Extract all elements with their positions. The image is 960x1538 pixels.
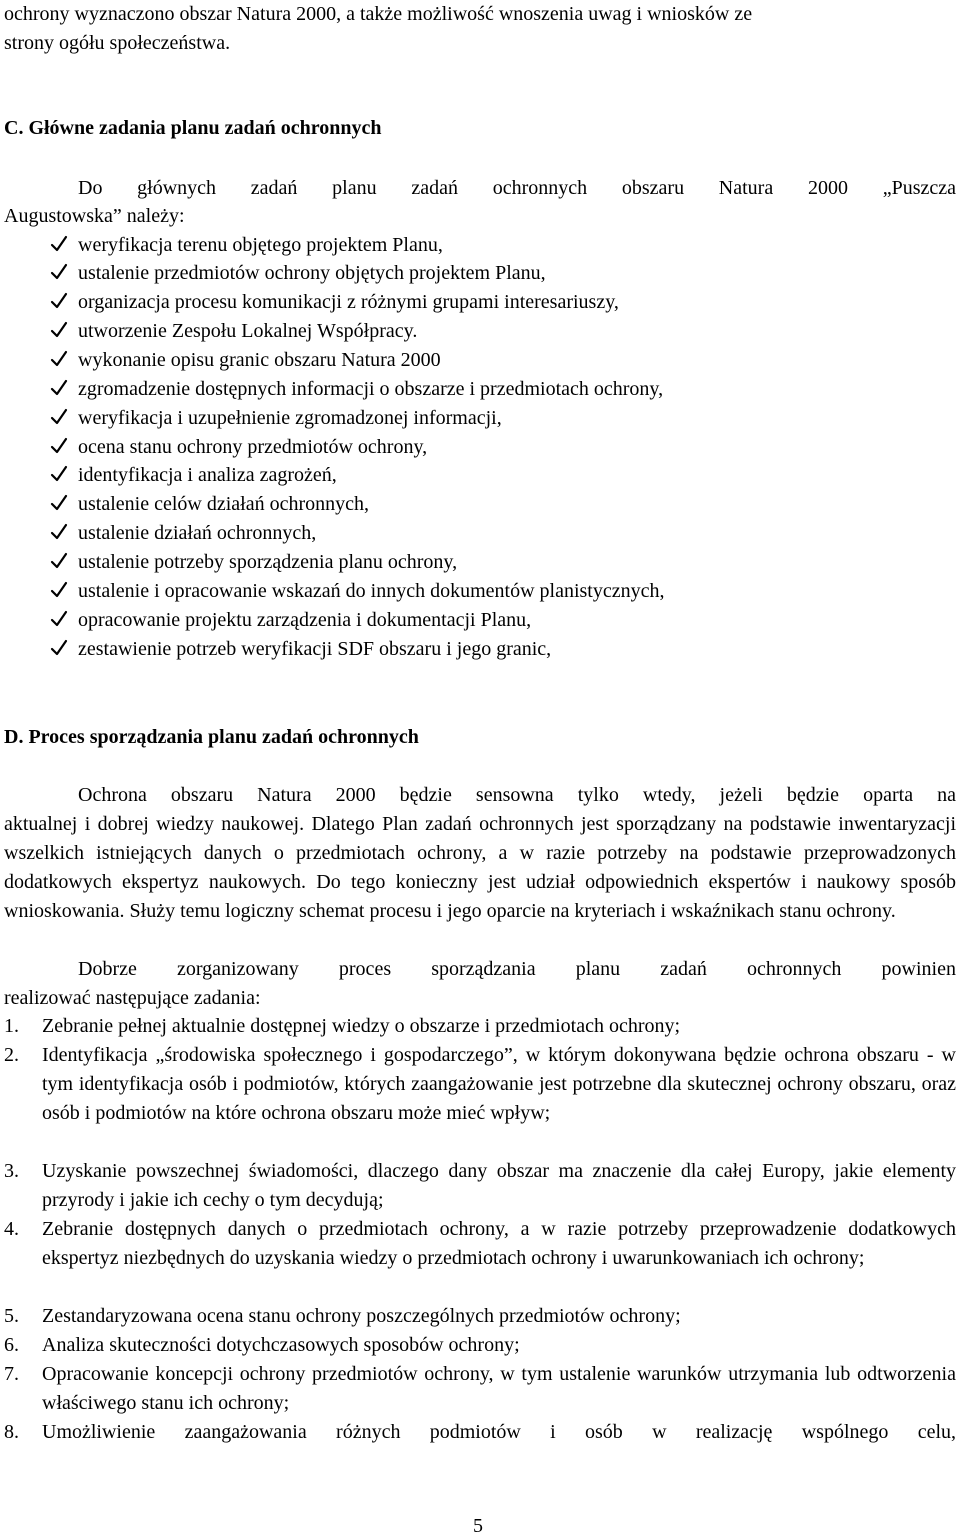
step-number: 6. <box>4 1334 19 1356</box>
checkmark-icon <box>50 350 68 370</box>
checkmark-icon <box>50 437 68 457</box>
step-text: Analiza skuteczności dotychczasowych sposobów ochrony; <box>42 1334 520 1356</box>
step-text: Zebranie dostępnych danych o przedmiotach ochrony, a w razie potrzeby przeprowadzenie dodatkowych ekspertyz niezbędnych do uzyskania wiedzy o przedmiotach ochrony i uwarunkowaniach ich ochrony; <box>42 1218 956 1269</box>
section-c-heading: C. Główne zadania planu zadań ochronnych <box>4 117 382 139</box>
step-number: 2. <box>4 1044 19 1066</box>
step-number: 4. <box>4 1218 19 1240</box>
task-list-item: utworzenie Zespołu Lokalnej Współpracy. <box>78 320 418 342</box>
section-c-intro-line-1: Do głównych zadań planu zadań ochronnych obszaru Natura 2000 „Puszcza <box>78 177 956 199</box>
task-list-item: ustalenie przedmiotów ochrony objętych projektem Planu, <box>78 262 546 284</box>
section-d-para1: aktualnej i dobrej wiedzy naukowej. Dlatego Plan zadań ochronnych jest sporządzany na podstawie inwentaryzacji wszelkich istniejących danych o przedmiotach ochrony, a w razie potrzeby na podstawie przeprowadzonych dodatkowych ekspertyz naukowych. Do tego konieczny jest udział odpowiednich ekspertów i naukowy sposób wnioskowania. Służy temu logiczny schemat procesu i jego oparcie na kryteriach i wskaźnikach stanu ochrony. <box>4 813 956 922</box>
task-list-item: zestawienie potrzeb weryfikacji SDF obszaru i jego granic, <box>78 638 552 660</box>
task-list-item: weryfikacja i uzupełnienie zgromadzonej informacji, <box>78 407 502 429</box>
step-number: 3. <box>4 1160 19 1182</box>
step-text: Zestandaryzowana ocena stanu ochrony poszczególnych przedmiotów ochrony; <box>42 1305 681 1327</box>
step-text: Umożliwienie zaangażowania różnych podmiotów i osób w realizację wspólnego celu, <box>42 1421 956 1443</box>
task-list-item: identyfikacja i analiza zagrożeń, <box>78 464 337 486</box>
intro-line-2: strony ogółu społeczeństwa. <box>4 32 231 54</box>
task-list-item: ustalenie i opracowanie wskazań do innych dokumentów planistycznych, <box>78 580 665 602</box>
checkmark-icon <box>50 639 68 659</box>
intro-line-1: ochrony wyznaczono obszar Natura 2000, a także możliwość wnoszenia uwag i wniosków ze <box>4 3 753 25</box>
checkmark-icon <box>50 321 68 341</box>
task-list-item: ustalenie celów działań ochronnych, <box>78 493 369 515</box>
section-d-heading: D. Proces sporządzania planu zadań ochronnych <box>4 726 419 748</box>
task-list-item: ustalenie potrzeby sporządzenia planu ochrony, <box>78 551 458 573</box>
step-number: 5. <box>4 1305 19 1327</box>
checkmark-icon <box>50 552 68 572</box>
step-number: 8. <box>4 1421 19 1443</box>
task-list-item: weryfikacja terenu objętego projektem Planu, <box>78 234 443 256</box>
step-text: Zebranie pełnej aktualnie dostępnej wiedzy o obszarze i przedmiotach ochrony; <box>42 1015 681 1037</box>
checkmark-icon <box>50 523 68 543</box>
checkmark-icon <box>50 465 68 485</box>
step-text: Opracowanie koncepcji ochrony przedmiotów ochrony, w tym ustalenie warunków utrzymania lub odtworzenia właściwego stanu ich ochrony; <box>42 1363 956 1414</box>
checkmark-icon <box>50 408 68 428</box>
task-list-item: organizacja procesu komunikacji z różnymi grupami interesariuszy, <box>78 291 619 313</box>
checkmark-icon <box>50 235 68 255</box>
checkmark-icon <box>50 263 68 283</box>
section-d-para2: realizować następujące zadania: <box>4 987 261 1009</box>
step-number: 7. <box>4 1363 19 1385</box>
step-text: Uzyskanie powszechnej świadomości, dlaczego dany obszar ma znaczenie dla całej Europy, jakie elementy przyrody i jakie ich cechy o tym decydują; <box>42 1160 956 1211</box>
section-c-intro-line-2: Augustowska” należy: <box>4 205 185 227</box>
task-list-item: wykonanie opisu granic obszaru Natura 2000 <box>78 349 441 371</box>
task-list-item: zgromadzenie dostępnych informacji o obszarze i przedmiotach ochrony, <box>78 378 664 400</box>
checkmark-icon <box>50 494 68 514</box>
page-number: 5 <box>473 1515 483 1537</box>
task-list-item: ocena stanu ochrony przedmiotów ochrony, <box>78 436 428 458</box>
checkmark-icon <box>50 581 68 601</box>
step-text: Identyfikacja „środowiska społecznego i gospodarczego”, w którym dokonywana będzie ochrona obszaru - w tym identyfikacja osób i podmiotów, których zaangażowanie jest potrzebne dla skutecznej ochrony obszaru, oraz osób i podmiotów na które ochrona obszaru może mieć wpływ; <box>42 1044 956 1124</box>
checkmark-icon <box>50 610 68 630</box>
step-number: 1. <box>4 1015 19 1037</box>
task-list-item: ustalenie działań ochronnych, <box>78 522 317 544</box>
task-list-item: opracowanie projektu zarządzenia i dokumentacji Planu, <box>78 609 532 631</box>
section-d-para2-first: Dobrze zorganizowany proces sporządzania planu zadań ochronnych powinien <box>78 958 956 980</box>
checkmark-icon <box>50 379 68 399</box>
section-d-para1-first: Ochrona obszaru Natura 2000 będzie sensowna tylko wtedy, jeżeli będzie oparta na <box>78 784 956 806</box>
checkmark-icon <box>50 292 68 312</box>
